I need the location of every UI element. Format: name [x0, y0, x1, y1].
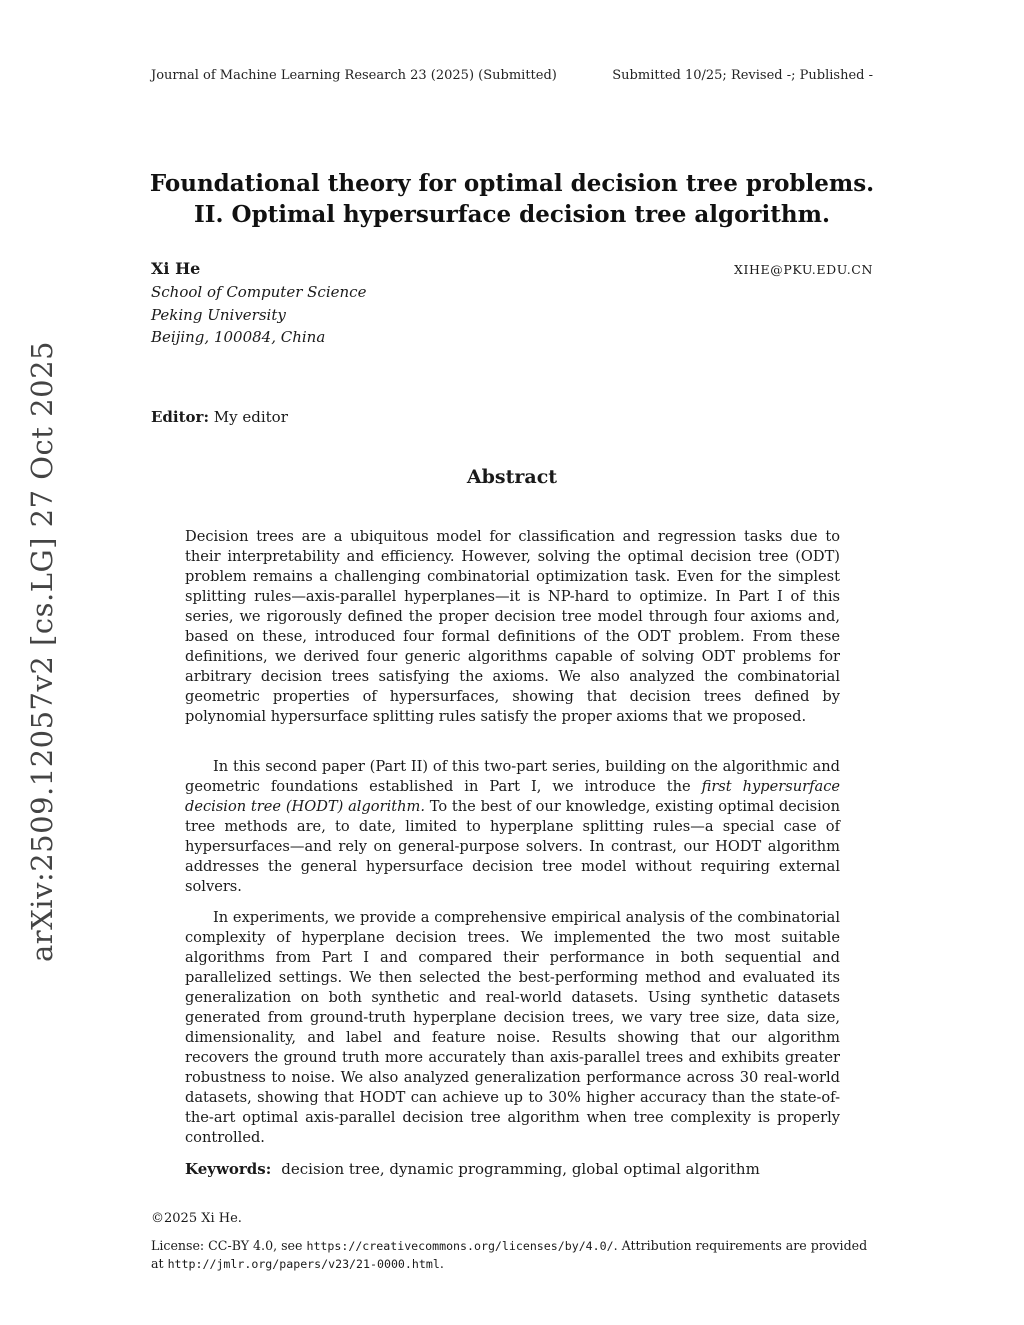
- abstract-paragraph-3: In experiments, we provide a comprehensive empirical analysis of the combinatorial complexity of hyperplane decision trees. We implemented the two most suitable algorithms from Part I and compared their performance in both sequential and parallelized settings. We then selected the best-performing method and evaluated its generalization on both synthetic and real-world datasets. Using synthetic datasets generated from ground-truth hyperplane decision trees, we vary tree size, data size, dimensionality, and label and feature noise. Results showing that our algorithm recovers the ground truth more accurately than axis-parallel trees and exhibits greater robustness to noise. We also analyzed generalization performance across 30 real-world datasets, showing that HODT can achieve up to 30% higher accuracy than the state-of-the-art optimal axis-parallel decision tree algorithm when tree complexity is properly controlled.: [185, 909, 840, 1146]
- p2-italic-term: first hypersurface decision tree (HODT) algorithm.: [185, 778, 841, 815]
- editor-line: [151, 408, 288, 426]
- keywords: [185, 1160, 760, 1178]
- affiliation-line: Beijing, 100084, China: [151, 328, 326, 346]
- p2-text-end: To the best of our knowledge, existing optimal decision tree methods are, to date, limited to hyperplane splitting rules—a special case of hypersurfaces—and rely on general-purpose solvers. In contrast, our HODT algorithm addresses the general hypersurface decision tree model without requiring external solvers.: [185, 798, 840, 895]
- affiliation-line: Peking University: [151, 305, 286, 324]
- title-line-1: Foundational theory for optimal decision tree problems.: [149, 170, 875, 197]
- abstract-heading: Abstract: [466, 466, 558, 488]
- keywords-label: Keywords:: [185, 1160, 272, 1178]
- title-line-2: II. Optimal hypersurface decision tree algorithm.: [194, 201, 830, 228]
- license-end: .: [439, 1256, 444, 1271]
- p2-text-start: In this second paper (Part II) of this two-part series, building on the algorithmic and geometric foundations established in Part I, we introduce the: [185, 758, 840, 795]
- author-email[interactable]: XIHE@PKU.EDU.CN: [733, 262, 873, 277]
- license-notice: [151, 1237, 876, 1273]
- license-prefix: License: CC-BY 4.0, see: [151, 1238, 307, 1253]
- editor-label: Editor:: [151, 408, 209, 426]
- copyright-notice: ©2025 Xi He.: [151, 1211, 242, 1226]
- keywords-text: decision tree, dynamic programming, global optimal algorithm: [281, 1160, 760, 1178]
- license-link[interactable]: https://creativecommons.org/licenses/by/4.0/: [306, 1239, 614, 1253]
- paper-title: [112, 168, 912, 230]
- editor-name: My editor: [213, 408, 288, 426]
- submission-dates: Submitted 10/25; Revised -; Published -: [612, 68, 873, 83]
- journal-header: Journal of Machine Learning Research 23 (2025) (Submitted): [151, 68, 557, 83]
- abstract-paragraph-1: Decision trees are a ubiquitous model for classification and regression tasks due to their interpretability and efficiency. However, solving the optimal decision tree (ODT) problem remains a challenging combinatorial optimization task. Even for the simplest splitting rules—axis-parallel hyperplanes—it is NP-hard to optimize. In Part I of this series, we rigorously defined the proper decision tree model through four axioms and, based on these, introduced four formal definitions of the ODT problem. From these definitions, we derived four generic algorithms capable of solving ODT problems for arbitrary decision trees satisfying the axioms. We also analyzed the combinatorial geometric properties of hypersurfaces, showing that decision trees defined by polynomial hypersurface splitting rules satisfy the proper axioms that we proposed.: [185, 528, 840, 725]
- license-middle: . Attribution requirements are provided at: [151, 1238, 868, 1271]
- attribution-link[interactable]: http://jmlr.org/papers/v23/21-0000.html: [167, 1257, 440, 1271]
- abstract-paragraph-2: [185, 757, 840, 897]
- affiliation-line: School of Computer Science: [151, 283, 367, 301]
- arxiv-stamp: arXiv:2509.12057v2 [cs.LG] 27 Oct 2025: [25, 341, 59, 962]
- author-affiliation: [151, 281, 366, 349]
- author-name: Xi He: [151, 259, 201, 278]
